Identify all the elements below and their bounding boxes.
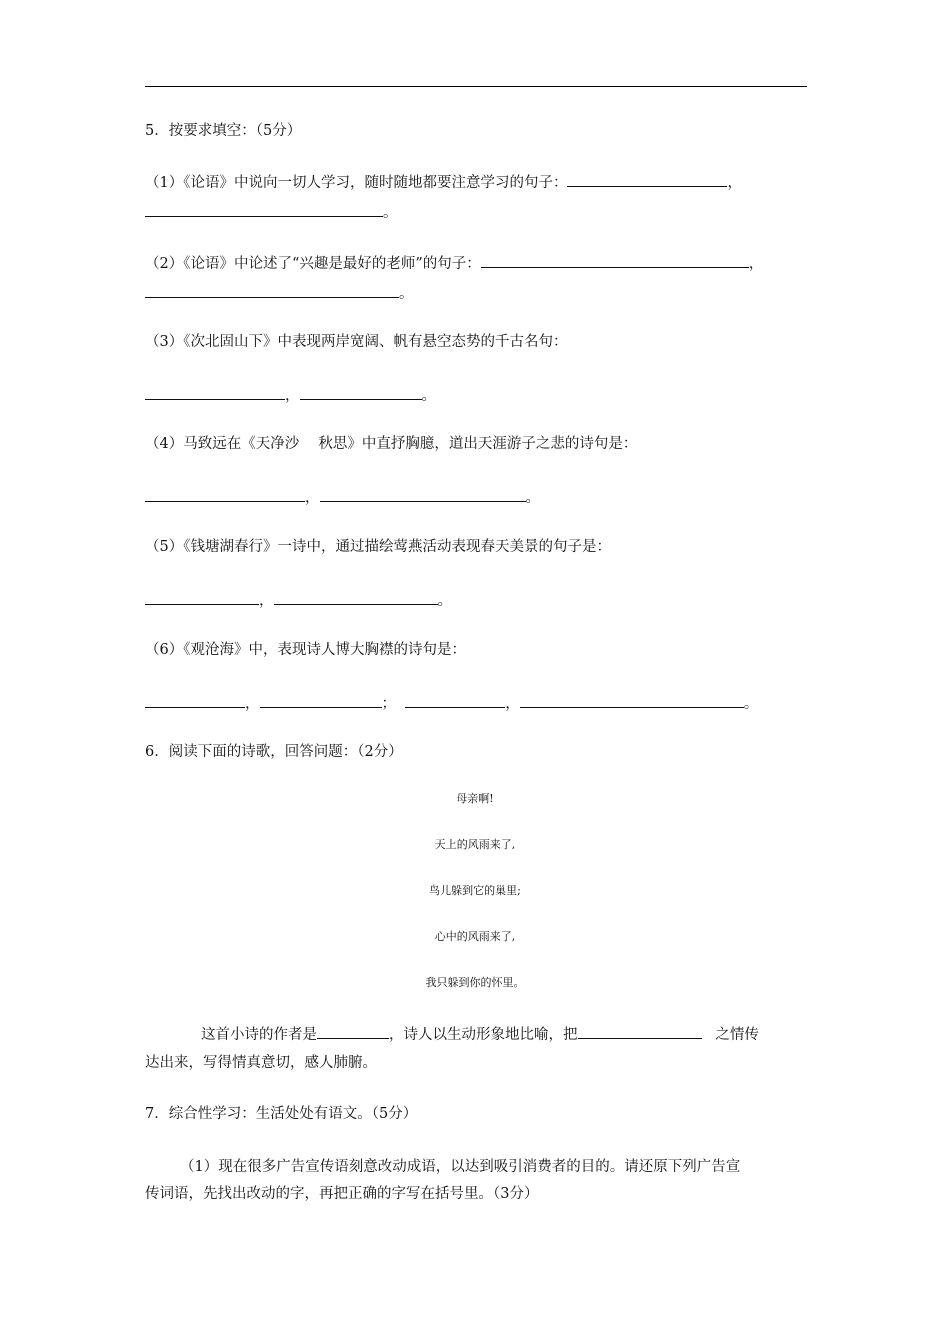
q5-item-1 bbox=[145, 172, 742, 193]
period: 。 bbox=[525, 490, 540, 506]
header-rule bbox=[145, 86, 807, 87]
q7-title: 7．综合性学习：生活处处有语文。（5分） bbox=[145, 1106, 418, 1122]
q5-item-2-cont bbox=[145, 283, 414, 304]
period: 。 bbox=[383, 205, 398, 221]
poem-line: 鸟儿躲到它的巢里; bbox=[429, 884, 521, 897]
q6-question-line2: 达出来，写得情真意切，感人肺腑。 bbox=[145, 1055, 377, 1071]
answer-blank[interactable] bbox=[260, 693, 382, 708]
answer-blank[interactable] bbox=[567, 172, 727, 187]
poem-line: 心中的风雨来了, bbox=[434, 930, 516, 943]
q5-item-3-answers bbox=[145, 385, 436, 406]
q5-item-5-answers bbox=[145, 590, 452, 611]
answer-blank[interactable] bbox=[145, 590, 259, 605]
period: 。 bbox=[399, 286, 414, 302]
q6-text-b: ，诗人以生动形象地比喻，把 bbox=[389, 1027, 578, 1043]
comma: ， bbox=[245, 696, 260, 712]
q5-title: 5．按要求填空：（5分） bbox=[145, 123, 302, 139]
comma: ， bbox=[259, 593, 274, 609]
q7-item-1-line2: 传词语，先找出改动的字，再把正确的字写在括号里。（3分） bbox=[145, 1186, 539, 1202]
answer-blank[interactable] bbox=[317, 1024, 389, 1039]
q6-text-c: 之情传 bbox=[715, 1027, 759, 1043]
answer-blank[interactable] bbox=[145, 487, 305, 502]
q5-item-4-answers bbox=[145, 487, 540, 508]
q5-item-2-text: （2）《论语》中论述了“兴趣是最好的老师”的句子： bbox=[145, 256, 481, 272]
q5-item-4: （4）马致远在《天净沙 秋思》中直抒胸臆，道出天涯游子之悲的诗句是： bbox=[145, 436, 638, 452]
answer-blank[interactable] bbox=[520, 693, 744, 708]
period: 。 bbox=[437, 593, 452, 609]
q6-question-line1 bbox=[201, 1024, 759, 1045]
poem-line: 天上的风雨来了, bbox=[434, 838, 516, 851]
q5-item-3: （3）《次北固山下》中表现两岸宽阔、帆有悬空态势的千古名句： bbox=[145, 334, 568, 350]
answer-blank[interactable] bbox=[145, 693, 245, 708]
comma: ， bbox=[305, 490, 320, 506]
answer-blank[interactable] bbox=[145, 283, 399, 298]
q5-item-6: （6）《观沧海》中，表现诗人博大胸襟的诗句是： bbox=[145, 642, 466, 658]
poem-line: 我只躲到你的怀里。 bbox=[425, 976, 525, 989]
semicolon: ； bbox=[381, 696, 396, 712]
q5-item-6-answers bbox=[145, 693, 758, 714]
comma: ， bbox=[748, 256, 764, 272]
answer-blank[interactable] bbox=[481, 253, 749, 268]
answer-blank[interactable] bbox=[145, 202, 383, 217]
answer-blank[interactable] bbox=[320, 487, 526, 502]
q5-item-2 bbox=[145, 253, 763, 274]
answer-blank[interactable] bbox=[274, 590, 438, 605]
q6-title: 6．阅读下面的诗歌，回答问题：（2分） bbox=[145, 744, 403, 760]
answer-blank[interactable] bbox=[405, 693, 505, 708]
answer-blank[interactable] bbox=[578, 1024, 702, 1039]
comma: ， bbox=[505, 696, 520, 712]
q6-text-a: 这首小诗的作者是 bbox=[201, 1027, 317, 1043]
comma: ， bbox=[285, 388, 300, 404]
q5-item-1-text: （1）《论语》中说向一切人学习，随时随地都要注意学习的句子： bbox=[145, 175, 568, 191]
period: 。 bbox=[421, 388, 436, 404]
comma: ， bbox=[727, 175, 742, 191]
period: 。 bbox=[743, 696, 759, 712]
q5-item-1-cont bbox=[145, 202, 398, 223]
q7-item-1-line1: （1）现在很多广告宣传语刻意改动成语，以达到吸引消费者的目的。请还原下列广告宣 bbox=[180, 1159, 741, 1175]
answer-blank[interactable] bbox=[145, 385, 285, 400]
poem-line: 母亲啊! bbox=[456, 792, 494, 805]
q5-item-5: （5）《钱塘湖春行》一诗中，通过描绘莺燕活动表现春天美景的句子是： bbox=[145, 539, 611, 555]
answer-blank[interactable] bbox=[300, 385, 422, 400]
